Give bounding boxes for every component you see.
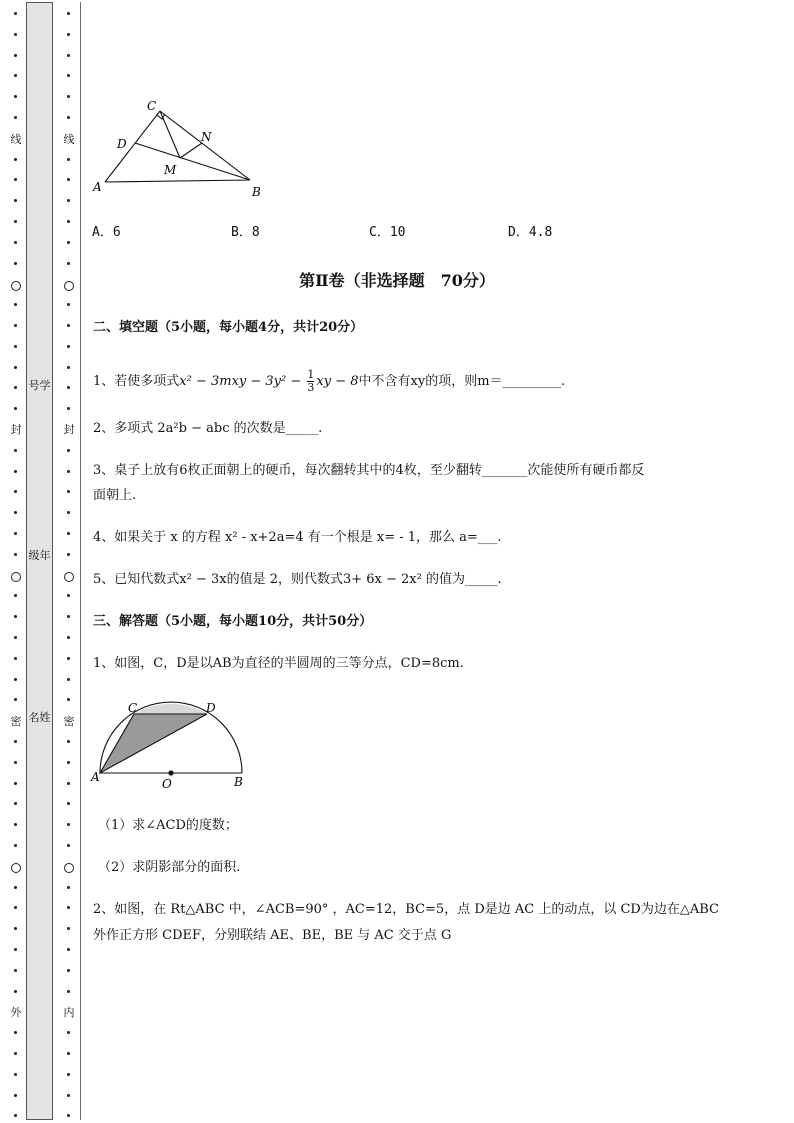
margin-dot bbox=[14, 553, 17, 556]
margin-dot bbox=[14, 802, 17, 805]
margin-dot bbox=[14, 782, 17, 785]
margin-dot bbox=[67, 95, 70, 98]
margin-dot bbox=[14, 12, 17, 15]
margin-dot bbox=[14, 823, 17, 826]
solve-question-1-part2: （2）求阴影部分的面积. bbox=[98, 860, 241, 875]
margin-dot bbox=[14, 470, 17, 473]
margin-dot bbox=[14, 178, 17, 181]
margin-dot bbox=[67, 345, 70, 348]
margin-dot bbox=[67, 906, 70, 909]
segment-mn bbox=[180, 143, 202, 158]
margin-dot bbox=[14, 199, 17, 202]
left-circle bbox=[11, 863, 21, 873]
label-c: C bbox=[128, 701, 138, 715]
option-a: A．6 bbox=[92, 225, 121, 240]
margin-dot bbox=[67, 761, 70, 764]
q1-expression: x² − 3mxy − 3y² − bbox=[179, 374, 306, 389]
margin-dot bbox=[14, 678, 17, 681]
margin-dot bbox=[67, 324, 70, 327]
fill-section-heading: 二、填空题（5小题，每小题4分，共计20分） bbox=[93, 320, 364, 335]
margin-dot bbox=[14, 366, 17, 369]
margin-dot bbox=[67, 199, 70, 202]
margin-dot bbox=[67, 636, 70, 639]
name-field-label: 名姓 bbox=[28, 711, 51, 724]
margin-dot bbox=[14, 386, 17, 389]
margin-dot bbox=[14, 33, 17, 36]
margin-dot bbox=[67, 844, 70, 847]
student-number-field-label: 号学 bbox=[28, 379, 51, 392]
right-mark-feng: 封 bbox=[63, 423, 75, 436]
margin-dot bbox=[67, 158, 70, 161]
label-n: N bbox=[201, 130, 212, 144]
margin-dot bbox=[67, 303, 70, 306]
margin-dot bbox=[67, 927, 70, 930]
left-dot-column bbox=[10, 0, 22, 1123]
margin-dot bbox=[14, 158, 17, 161]
margin-dot bbox=[67, 54, 70, 57]
q1-fraction bbox=[307, 369, 314, 394]
triangle-figure bbox=[88, 92, 278, 202]
q1-prefix: 1、若使多项式 bbox=[93, 374, 180, 389]
left-mark-feng: 封 bbox=[10, 423, 22, 436]
margin-dot bbox=[14, 1052, 17, 1055]
margin-dot bbox=[14, 241, 17, 244]
left-mark-xian: 线 bbox=[10, 133, 22, 146]
solve-question-1-part1: （1）求∠ACD的度数； bbox=[98, 818, 238, 833]
right-dot-column bbox=[63, 0, 75, 1123]
margin-dot bbox=[67, 33, 70, 36]
margin-dot bbox=[14, 74, 17, 77]
margin-dot bbox=[14, 594, 17, 597]
margin-dot bbox=[67, 1031, 70, 1034]
margin-dot bbox=[67, 74, 70, 77]
fill-question-5: 5、已知代数式x² − 3x的值是 2，则代数式3+ 6x − 2x² 的值为_____. bbox=[93, 572, 502, 587]
label-c: C bbox=[147, 99, 157, 113]
solve-question-2-line2: 外作正方形 CDEF，分别联结 AE、BE，BE 与 AC 交于点 G bbox=[93, 928, 452, 943]
margin-dot bbox=[14, 303, 17, 306]
fill-question-3-line2: 面朝上. bbox=[93, 488, 137, 503]
margin-dot bbox=[14, 927, 17, 930]
margin-dot bbox=[14, 95, 17, 98]
part2-title: 第Ⅱ卷（非选择题 70分） bbox=[299, 271, 495, 290]
margin-rule bbox=[80, 2, 81, 1120]
option-b: B．8 bbox=[231, 225, 260, 240]
label-m: M bbox=[164, 163, 177, 177]
margin-dot bbox=[14, 886, 17, 889]
label-o: O bbox=[162, 777, 172, 791]
label-a: A bbox=[91, 770, 100, 784]
margin-dot bbox=[67, 407, 70, 410]
shaded-triangle bbox=[100, 714, 207, 773]
right-mark-nei: 内 bbox=[63, 1006, 75, 1019]
margin-dot bbox=[14, 449, 17, 452]
margin-dot bbox=[14, 490, 17, 493]
q1-suffix: 中不含有xy的项，则m＝_________. bbox=[358, 374, 566, 389]
margin-dot bbox=[14, 262, 17, 265]
margin-dot bbox=[67, 220, 70, 223]
margin-dot bbox=[14, 948, 17, 951]
margin-dot bbox=[67, 678, 70, 681]
label-a: A bbox=[93, 180, 102, 194]
shaded-segment bbox=[134, 704, 207, 714]
margin-dot bbox=[14, 54, 17, 57]
label-d: D bbox=[117, 137, 127, 151]
solve-question-2-line1: 2、如图，在 Rt△ABC 中，∠ACB=90° ，AC=12，BC=5，点 D是边 AC 上的动点，以 CD为边在△ABC bbox=[93, 902, 719, 917]
segment-db bbox=[135, 143, 250, 180]
fill-question-1 bbox=[93, 369, 565, 394]
grade-field-label: 级年 bbox=[28, 549, 51, 562]
q1-expression-tail: xy − 8 bbox=[316, 374, 359, 389]
margin-dot bbox=[14, 969, 17, 972]
margin-dot bbox=[14, 698, 17, 701]
margin-dot bbox=[14, 844, 17, 847]
margin-dot bbox=[67, 615, 70, 618]
right-mark-xian: 线 bbox=[63, 133, 75, 146]
margin-dot bbox=[67, 366, 70, 369]
margin-dot bbox=[67, 553, 70, 556]
solve-question-1: 1、如图，C，D是以AB为直径的半圆周的三等分点，CD=8cm. bbox=[93, 656, 464, 671]
margin-dot bbox=[14, 1094, 17, 1097]
margin-dot bbox=[14, 511, 17, 514]
margin-dot bbox=[67, 470, 70, 473]
fill-question-4: 4、如果关于 x 的方程 x² - x+2a=4 有一个根是 x= - 1，那么 a=___. bbox=[93, 530, 502, 545]
margin-dot bbox=[14, 220, 17, 223]
center-point-o bbox=[168, 770, 173, 775]
side-ab bbox=[105, 180, 250, 182]
margin-dot bbox=[67, 262, 70, 265]
margin-dot bbox=[67, 948, 70, 951]
margin-dot bbox=[14, 615, 17, 618]
margin-dot bbox=[14, 345, 17, 348]
label-d: D bbox=[206, 701, 216, 715]
margin-dot bbox=[14, 407, 17, 410]
label-b: B bbox=[252, 185, 261, 199]
margin-dot bbox=[67, 1052, 70, 1055]
margin-dot bbox=[67, 386, 70, 389]
margin-dot bbox=[67, 698, 70, 701]
margin-dot bbox=[14, 324, 17, 327]
solve-section-heading: 三、解答题（5小题，每小题10分，共计50分） bbox=[93, 614, 373, 629]
margin-dot bbox=[14, 740, 17, 743]
margin-dot bbox=[67, 740, 70, 743]
margin-dot bbox=[67, 782, 70, 785]
margin-dot bbox=[67, 594, 70, 597]
margin-dot bbox=[14, 1114, 17, 1117]
margin-dot bbox=[67, 823, 70, 826]
left-circle bbox=[11, 572, 21, 582]
margin-dot bbox=[67, 1114, 70, 1117]
margin-dot bbox=[14, 906, 17, 909]
margin-dot bbox=[14, 1031, 17, 1034]
margin-dot bbox=[67, 802, 70, 805]
fill-question-3-line1: 3、桌子上放有6枚正面朝上的硬币，每次翻转其中的4枚，至少翻转_______次能使所有硬币都反 bbox=[93, 463, 645, 478]
margin-dot bbox=[67, 490, 70, 493]
semicircle-figure bbox=[88, 698, 248, 794]
margin-dot bbox=[14, 761, 17, 764]
margin-dot bbox=[67, 1094, 70, 1097]
margin-dot bbox=[67, 12, 70, 15]
right-mark-mi: 密 bbox=[63, 715, 75, 728]
fraction-denominator: 3 bbox=[307, 381, 315, 394]
margin-dot bbox=[67, 886, 70, 889]
left-mark-wai: 外 bbox=[10, 1006, 22, 1019]
left-mark-mi: 密 bbox=[10, 715, 22, 728]
right-circle bbox=[64, 863, 74, 873]
margin-dot bbox=[67, 449, 70, 452]
margin-dot bbox=[67, 969, 70, 972]
margin-dot bbox=[67, 511, 70, 514]
margin-dot bbox=[14, 636, 17, 639]
option-c: C．10 bbox=[369, 225, 406, 240]
fraction-numerator: 1 bbox=[307, 368, 315, 381]
margin-dot bbox=[67, 1073, 70, 1076]
margin-dot bbox=[14, 657, 17, 660]
right-circle bbox=[64, 572, 74, 582]
margin-dot bbox=[14, 990, 17, 993]
margin-dot bbox=[14, 116, 17, 119]
label-b: B bbox=[234, 775, 243, 789]
side-ac bbox=[105, 111, 160, 182]
margin-dot bbox=[67, 657, 70, 660]
margin-dot bbox=[67, 532, 70, 535]
margin-dot bbox=[67, 241, 70, 244]
fill-question-2: 2、多项式 2a²b − abc 的次数是_____. bbox=[93, 421, 323, 436]
margin-dot bbox=[67, 116, 70, 119]
margin-dot bbox=[14, 1073, 17, 1076]
margin-dot bbox=[14, 532, 17, 535]
margin-dot bbox=[67, 178, 70, 181]
option-d: D．4.8 bbox=[508, 225, 553, 240]
margin-dot bbox=[67, 990, 70, 993]
